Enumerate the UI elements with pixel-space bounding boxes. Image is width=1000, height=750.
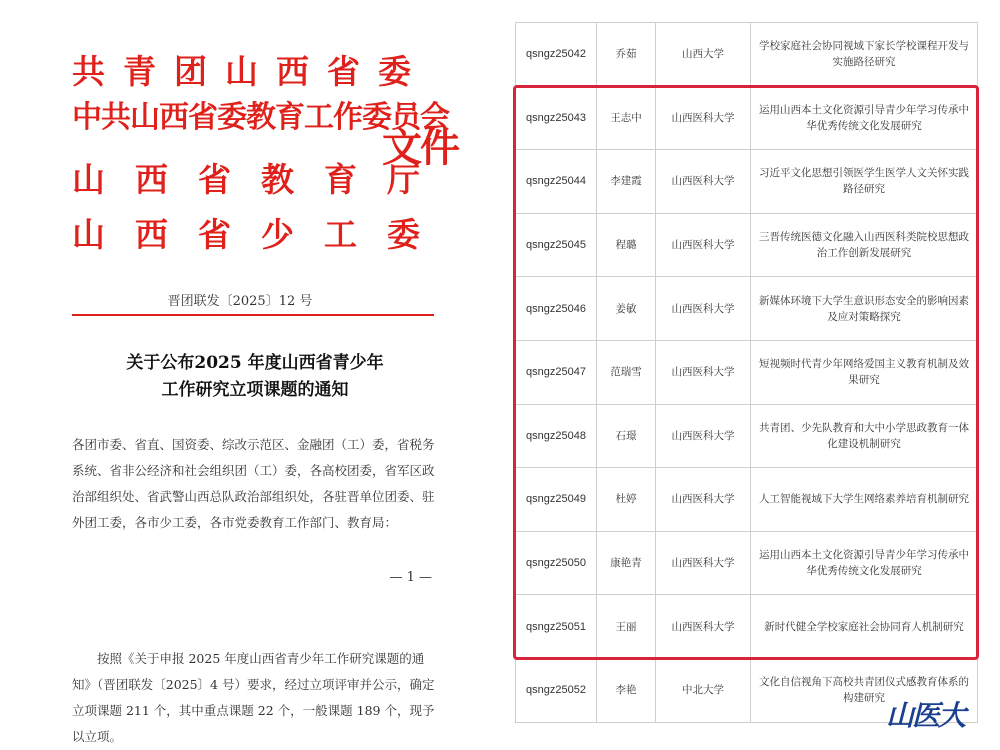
document-page	[0, 0, 480, 750]
project-code: qsngz25042	[516, 23, 597, 87]
project-topic: 短视频时代青少年网络爱国主义教育机制及效果研究	[751, 340, 978, 404]
title-line-2: 工作研究立项课题的通知	[161, 380, 349, 400]
table-row	[516, 86, 978, 150]
document-number: 晋团联发〔2025〕12 号	[167, 294, 313, 309]
project-code: qsngz25043	[516, 86, 597, 150]
table-row	[516, 531, 978, 595]
project-topic: 习近平文化思想引领医学生医学人文关怀实践路径研究	[751, 150, 978, 214]
letterhead-suffix: 文件	[382, 124, 458, 171]
project-table-container	[515, 22, 978, 723]
researcher-name: 石璟	[597, 404, 656, 468]
table-row	[516, 468, 978, 532]
university-name: 山西医科大学	[656, 340, 751, 404]
university-name: 山西医科大学	[656, 277, 751, 341]
project-topic: 学校家庭社会协同视域下家长学校课程开发与实施路径研究	[751, 23, 978, 87]
project-topic: 运用山西本土文化资源引导青少年学习传承中华优秀传统文化发展研究	[751, 531, 978, 595]
recipients-paragraph: 各团市委、省直、国资委、综改示范区、金融团（工）委，省税务系统、省非公经济和社会组织团（工）委，各高校团委，省军区政治部组织处、省武警山西总队政治部组织处，各驻晋单位团委、驻外团工委，各市少工委，各市党委教育工作部门、教育局：	[72, 437, 435, 530]
letterhead-line-3: 山西省教育厅	[72, 160, 450, 199]
university-name: 山西医科大学	[656, 531, 751, 595]
project-code: qsngz25049	[516, 468, 597, 532]
project-code: qsngz25047	[516, 340, 597, 404]
table-row	[516, 404, 978, 468]
letterhead-line-1: 共青团山西省委	[72, 52, 429, 91]
researcher-name: 乔茹	[597, 23, 656, 87]
table-row	[516, 340, 978, 404]
university-name: 中北大学	[656, 658, 751, 722]
project-topic: 人工智能视域下大学生网络素养培育机制研究	[751, 468, 978, 532]
project-code: qsngz25051	[516, 595, 597, 659]
table-row	[516, 23, 978, 87]
university-name: 山西医科大学	[656, 213, 751, 277]
university-name: 山西大学	[656, 23, 751, 87]
red-divider	[72, 314, 434, 316]
table-row	[516, 277, 978, 341]
project-topic: 新时代健全学校家庭社会协同育人机制研究	[751, 595, 978, 659]
project-code: qsngz25044	[516, 150, 597, 214]
body-paragraph: 按照《关于申报 2025 年度山西省青少年工作研究课题的通知》（晋团联发〔2025〕4 号）要求，经过立项评审并公示，确定立项课题 211 个，其中重点课题 22 个，一般课题 189 个，现予以立项。	[72, 651, 435, 744]
project-topic: 共青团、少先队教育和大中小学思政教育一体化建设机制研究	[751, 404, 978, 468]
researcher-name: 程璐	[597, 213, 656, 277]
researcher-name: 康艳青	[597, 531, 656, 595]
project-topic: 三晋传统医德文化融入山西医科类院校思想政治工作创新发展研究	[751, 213, 978, 277]
researcher-name: 李艳	[597, 658, 656, 722]
table-row	[516, 150, 978, 214]
page-number: — 1 —	[389, 570, 432, 585]
project-topic: 新媒体环境下大学生意识形态安全的影响因素及应对策略探究	[751, 277, 978, 341]
title-line-1: 关于公布2025 年度山西省青少年	[126, 353, 384, 373]
university-name: 山西医科大学	[656, 150, 751, 214]
university-name: 山西医科大学	[656, 468, 751, 532]
project-table	[515, 22, 978, 723]
university-name: 山西医科大学	[656, 86, 751, 150]
researcher-name: 姜敏	[597, 277, 656, 341]
document-title	[90, 350, 420, 404]
project-code: qsngz25052	[516, 658, 597, 722]
project-topic: 运用山西本土文化资源引导青少年学习传承中华优秀传统文化发展研究	[751, 86, 978, 150]
table-row	[516, 213, 978, 277]
project-code: qsngz25050	[516, 531, 597, 595]
letterhead-line-4: 山西省少工委	[72, 215, 450, 254]
university-name: 山西医科大学	[656, 595, 751, 659]
project-code: qsngz25048	[516, 404, 597, 468]
researcher-name: 李建霞	[597, 150, 656, 214]
researcher-name: 王丽	[597, 595, 656, 659]
researcher-name: 王志中	[597, 86, 656, 150]
project-code: qsngz25046	[516, 277, 597, 341]
researcher-name: 范瑞雪	[597, 340, 656, 404]
project-topic: 文化自信视角下高校共青团仪式感教育体系的构建研究	[751, 658, 978, 722]
project-code: qsngz25045	[516, 213, 597, 277]
university-name: 山西医科大学	[656, 404, 751, 468]
researcher-name: 杜婷	[597, 468, 656, 532]
table-row	[516, 595, 978, 659]
letterhead-line-2: 中共山西省委教育工作委员会	[72, 100, 449, 135]
university-logo: 山医大	[886, 699, 965, 732]
